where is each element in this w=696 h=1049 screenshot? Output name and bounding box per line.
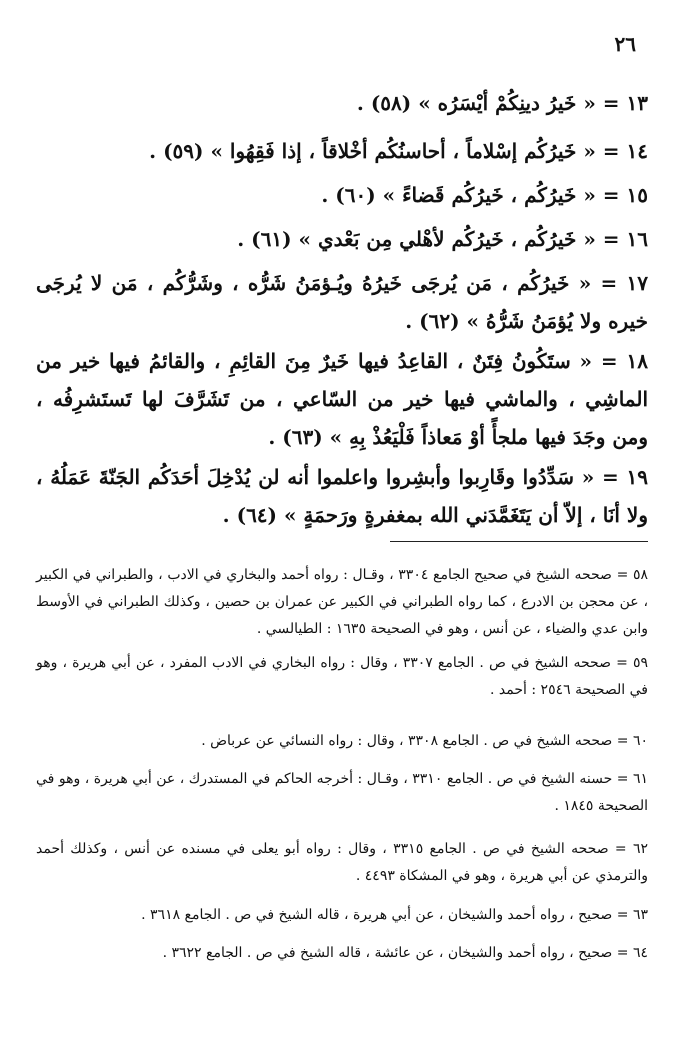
- hadith-15: ١٥ = « خَيرُكُم ، خَيرُكُم قَضاءً » (٦٠) .: [321, 183, 648, 207]
- hadith-14: ١٤ = « خَيرُكُم إسْلاماً ، أحاسنُكُم أخْلاقاً ، إذا فَقِهُوا » (٥٩) .: [149, 139, 648, 163]
- footnote-62: ٦٢ = صححه الشيخ في ص . الجامع ٣٣١٥ ، وقال : رواه أبو يعلى في مسنده عن أنس ، وكذلك أحمد والترمذي عن أبي هريرة ، وهو في المشكاة ٤٤٩٣ .: [36, 841, 648, 884]
- hadith-16: ١٦ = « خَيرُكُم ، خَيرُكُم لأهْلي مِن بَعْدي » (٦١) .: [237, 227, 648, 251]
- hadith-19: ١٩ = « سَدِّدُوا وقَارِبوا وأبشِروا واعلموا أنه لن يُدْخِلَ أحَدَكُم الجَنّةَ عَمَلُهُ ، ولا أنَا ، إلاّ أن يَتَغَمَّدَني الله بمغفرةٍ ورَحمَةٍ » (٦٤) .: [36, 465, 648, 527]
- footnote-64: ٦٤ = صحيح ، رواه أحمد والشيخان ، عن عائشة ، قاله الشيخ في ص . الجامع ٣٦٢٢ .: [162, 945, 648, 961]
- footnote-60: ٦٠ = صححه الشيخ في ص . الجامع ٣٣٠٨ ، وقال : رواه النسائي عن عرباض .: [201, 733, 648, 749]
- hadith-17: ١٧ = « خَيرُكُم ، مَن يُرجَى خَيرُهُ ويُـؤمَنُ شَرُّه ، وشَرُّكُم ، مَن لا يُرجَى خيره ولا يُؤمَنُ شَرُّهُ » (٦٢) .: [36, 271, 648, 333]
- footnote-divider: [390, 541, 648, 542]
- hadith-13: ١٣ = « خَيرُ دينِكُمْ أيْسَرُه » (٥٨) .: [356, 91, 648, 115]
- footnote-59: ٥٩ = صححه الشيخ في ص . الجامع ٣٣٠٧ ، وقال : رواه البخاري في الادب المفرد ، عن أبي هريرة ، وهو في الصحيحة ٢٥٤٦ : أحمد .: [36, 655, 648, 698]
- page-number: ٢٦: [614, 32, 636, 56]
- footnote-61: ٦١ = حسنه الشيخ في ص . الجامع ٣٣١٠ ، وقـال : أخرجه الحاكم في المستدرك ، عن أبي هريرة ، وهو في الصحيحة ١٨٤٥ .: [36, 771, 648, 814]
- hadith-18: ١٨ = « ستَكُونُ فِتَنٌ ، القاعِدُ فيها خَيرٌ مِنَ القائِمِ ، والقائمُ فيها خير من الماشِي ، والماشي فيها خير من السّاعي ، من تَشَرَّفَ لها تَستَشرِفُه ، ومن وجَدَ فيها ملجأً أوْ مَعاذاً فَلْيَعُذْ بِهِ » (٦٣) .: [36, 349, 648, 449]
- footnote-63: ٦٣ = صحيح ، رواه أحمد والشيخان ، عن أبي هريرة ، قاله الشيخ في ص . الجامع ٣٦١٨ .: [141, 907, 648, 923]
- footnote-58: ٥٨ = صححه الشيخ في صحيح الجامع ٣٣٠٤ ، وقـال : رواه أحمد والبخاري في الادب ، والطبراني في الكبير ، عن محجن بن الادرع ، كما رواه الطبراني في الكبير عن عمران بن حصين ، وكذلك الطبراني في الأوسط وابن عدي والضياء ، عن أنس ، وهو في الصحيحة ١٦٣٥ : الطيالسي .: [36, 567, 648, 637]
